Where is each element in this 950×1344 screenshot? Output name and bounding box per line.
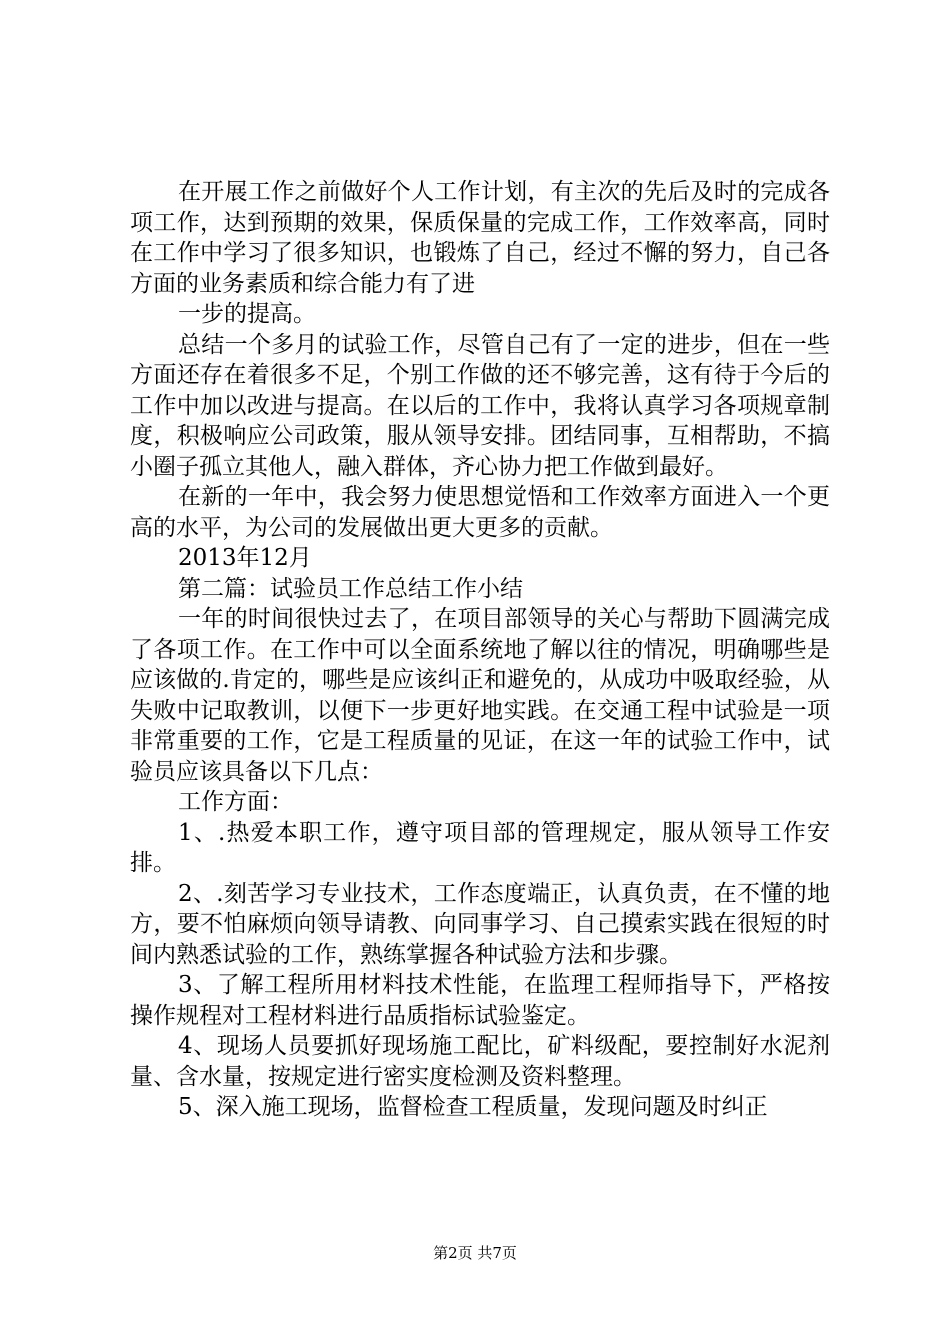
list-item-4: 4、现场人员要抓好现场施工配比，矿料级配，要控制好水泥剂量、含水量，按规定进行密实度检测及资料整理。 (130, 1033, 830, 1090)
paragraph-3: 总结一个多月的试验工作，尽管自己有了一定的进步，但在一些方面还存在着很多不足，个别工作做的还不够完善，这有待于今后的工作中加以改进与提高。在以后的工作中，我将认真学习各项规章制度，积极响应公司政策，服从领导安排。团结同事，互相帮助，不搞小圈子孤立其他人，融入群体，齐心协力把工作做到最好。 (130, 331, 830, 480)
date-line: 2013年12月 (178, 545, 312, 571)
section-heading: 第二篇：试验员工作总结工作小结 (178, 575, 523, 602)
paragraph-1: 在开展工作之前做好个人工作计划，有主次的先后及时的完成各项工作，达到预期的效果，保质保量的完成工作，工作效率高，同时在工作中学习了很多知识，也锻炼了自己，经过不懈的努力，自己各方面的业务素质和综合能力有了进 (130, 179, 830, 297)
paragraph-7: 一年的时间很快过去了，在项目部领导的关心与帮助下圆满完成了各项工作。在工作中可以全面系统地了解以往的情况，明确哪些是应该做的.肯定的，哪些是应该纠正和避免的，从成功中吸取经验，从失败中记取教训，以便下一步更好地实践。在交通工程中试验是一项非常重要的工作，它是工程质量的见证，在这一年的试验工作中，试验员应该具备以下几点： (130, 606, 830, 785)
list-item-2: 2、.刻苦学习专业技术，工作态度端正，认真负责，在不懂的地方，要不怕麻烦向领导请教、向同事学习、自己摸索实践在很短的时间内熟悉试验的工作，熟练掌握各种试验方法和步骤。 (130, 880, 830, 968)
list-item-5: 5、深入施工现场，监督检查工程质量，发现问题及时纠正 (178, 1094, 768, 1120)
list-item-3: 3、了解工程所用材料技术性能，在监理工程师指导下，严格按操作规程对工程材料进行品质指标试验鉴定。 (130, 972, 830, 1029)
paragraph-4: 在新的一年中，我会努力使思想觉悟和工作效率方面进入一个更高的水平，为公司的发展做出更大更多的贡献。 (130, 484, 830, 541)
document-body (130, 177, 830, 1123)
paragraph-2: 一步的提高。 (178, 301, 316, 327)
list-item-1: 1、.热爱本职工作，遵守项目部的管理规定，服从领导工作安排。 (130, 819, 830, 876)
page-number-label: 第2页 共7页 (433, 1244, 517, 1262)
page-footer (0, 1242, 950, 1263)
subheading-work: 工作方面： (178, 789, 293, 815)
